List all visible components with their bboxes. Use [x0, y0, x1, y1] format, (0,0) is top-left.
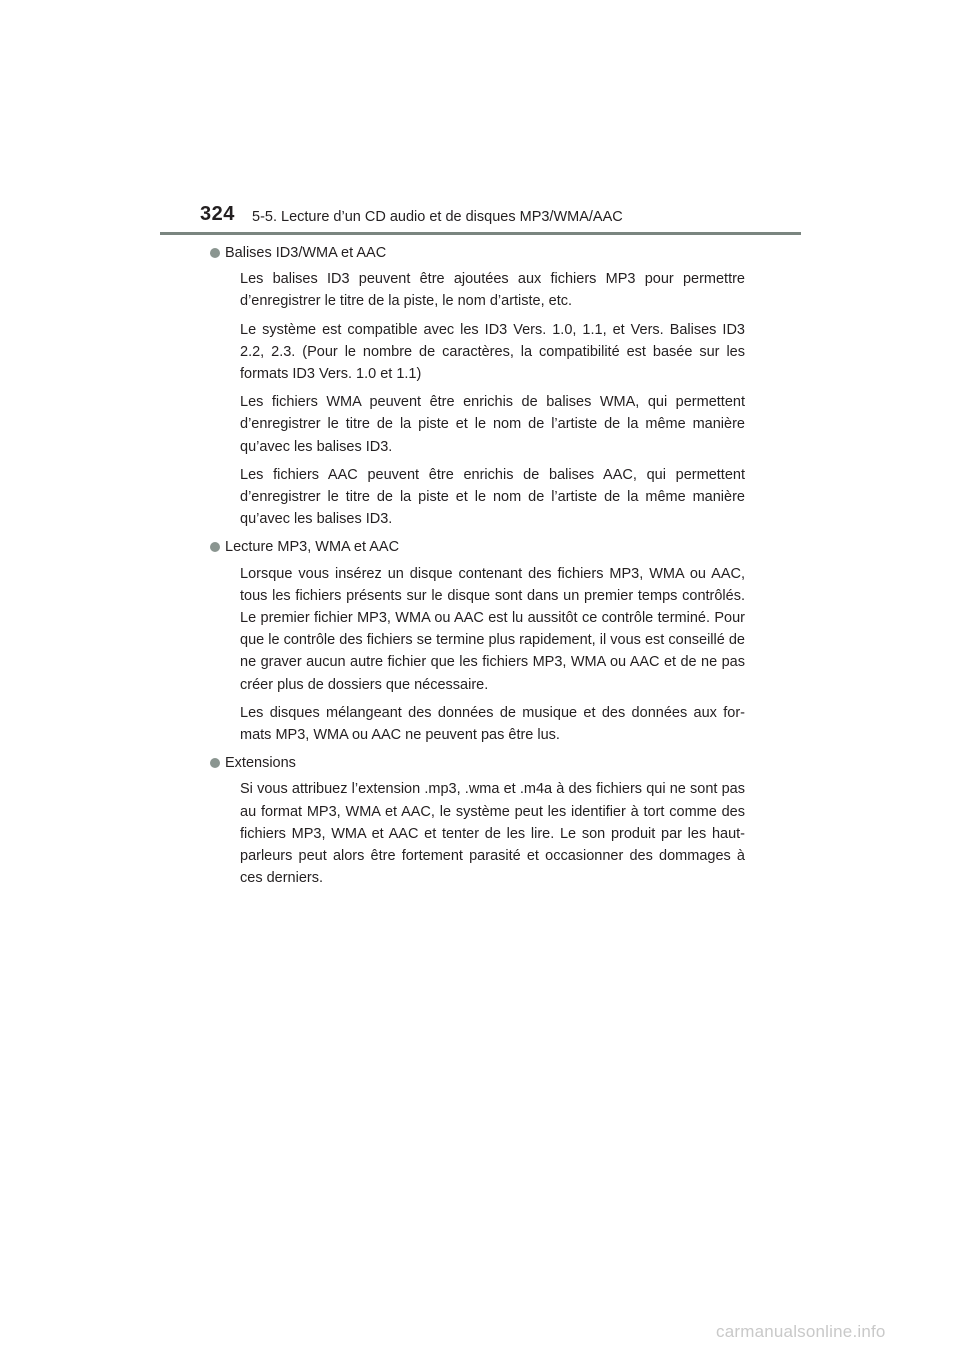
item-heading-text: Balises ID3/WMA et AAC — [225, 245, 387, 261]
item-heading — [210, 536, 745, 558]
item-heading-text: Extensions — [225, 755, 296, 772]
paragraph: Si vous attribuez l’extension .mp3, .wma et .m4a à des fichiers qui ne sont pas au format MP3, WMA et AAC, le système peut les identifier à tort comme des fichiers MP3, WMA et AAC et tenter de les lire. Le son produit par les haut-parleurs peut alors être fortement parasité et occasionner des dommages à ces derniers. — [240, 781, 745, 887]
bullet-icon — [210, 758, 220, 768]
bullet-icon — [210, 542, 220, 552]
list-item-playback — [225, 536, 745, 746]
page-number: 324 — [200, 203, 235, 225]
item-heading — [210, 242, 745, 264]
list-item-id3-tags — [225, 242, 745, 530]
bullet-icon — [210, 248, 220, 258]
list-item-extensions — [225, 752, 745, 889]
paragraph: Les fichiers WMA peuvent être enrichis de balises WMA, qui permettent d’enregistrer le titre de la piste et le nom de l’artiste de la même manière qu’avec les balises ID3. — [240, 394, 745, 455]
header-divider — [160, 232, 801, 235]
paragraph: Les balises ID3 peuvent être ajoutées aux fichiers MP3 pour permettre d’enregistrer le titre de la piste, le nom d’artiste, etc. — [240, 271, 745, 310]
item-heading — [210, 752, 745, 774]
page-header — [0, 0, 960, 240]
paragraph: Lorsque vous insérez un disque contenant des fichiers MP3, WMA ou AAC, tous les fichiers présents sur le disque sont dans un premier temps contrôlés. Le premier fichier MP3, WMA ou AAC est lu aussitôt ce contrôle terminé. Pour que le contrôle des fichiers se termine plus rapidement, il vous est conseillé de ne graver aucun autre fichier que les fichiers MP3, WMA ou AAC et de ne pas créer plus de dossiers que nécessaire. — [240, 565, 745, 693]
paragraph: Les fichiers AAC peuvent être enrichis de balises AAC, qui permettent d’enregistrer le titre de la piste et le nom de l’artiste de la même manière qu’avec les balises ID3. — [240, 466, 745, 528]
page-content — [225, 242, 745, 895]
watermark-text: carmanualsonline.info — [716, 1322, 886, 1341]
item-heading-text: Lecture MP3, WMA et AAC — [225, 539, 400, 556]
paragraph: Le système est compatible avec les ID3 Vers. 1.0, 1.1, et Vers. Balises ID3 2.2, 2.3. (Pour le nombre de caractères, la compatibilité est basée sur les formats ID3 Vers. 1.0 et 1.1) — [240, 321, 745, 383]
section-title: 5-5. Lecture d’un CD audio et de disques MP3/WMA/AAC — [252, 209, 623, 225]
paragraph: Les disques mélangeant des données de musique et des données aux for-mats MP3, WMA ou AAC ne peuvent pas être lus. — [240, 704, 745, 744]
